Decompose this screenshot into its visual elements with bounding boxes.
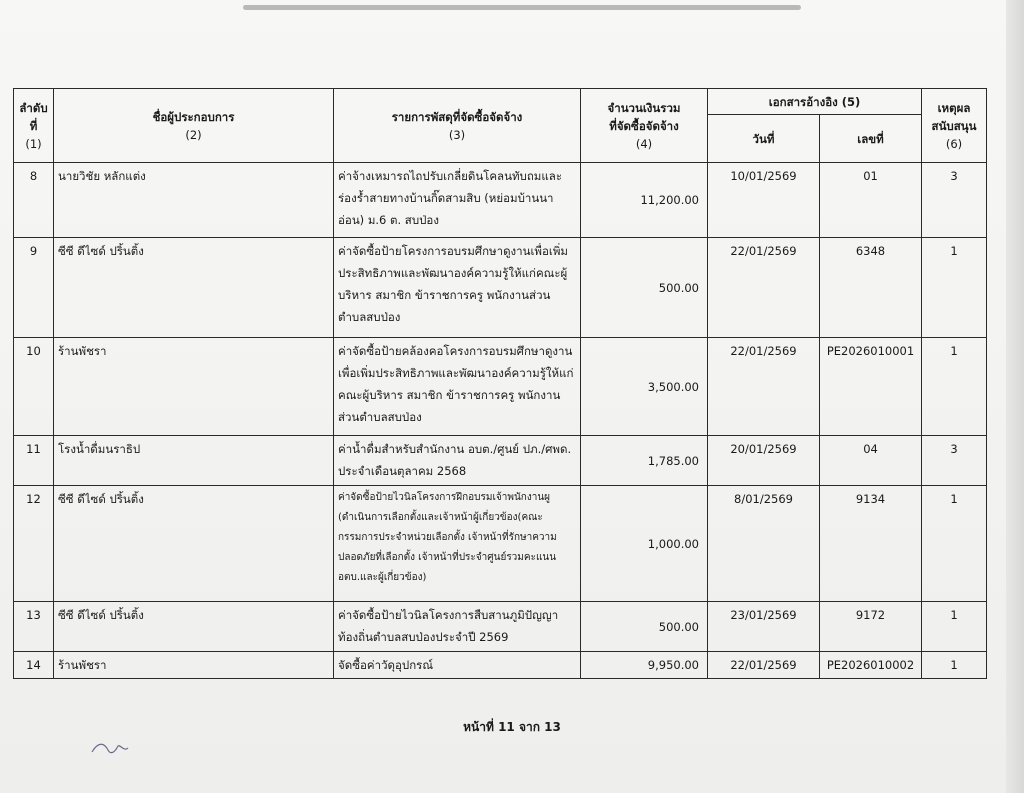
header-reason — [922, 89, 987, 163]
row-item: ค่าจ้างเหมารถไถปรับเกลี่ยดินโคลนทับถมและร่องร้ำสายทางบ้านกิ๊ดสามสิบ (หย่อมบ้านนาอ่อน) ม.6 ต. สบป่อง — [334, 163, 581, 238]
row-ref: PE2026010001 — [820, 338, 922, 436]
header-item — [334, 89, 581, 163]
row-item: ค่าจัดซื้อป้ายไวนิลโครงการสืบสานภูมิปัญญาท้องถิ่นตำบลสบป่องประจำปี 2569 — [334, 602, 581, 652]
row-reason: 1 — [922, 238, 987, 338]
row-seq: 12 — [14, 486, 54, 602]
procurement-table — [13, 88, 987, 679]
row-item: ค่าจัดซื้อป้ายไวนิลโครงการฝึกอบรมเจ้าพนักงานผู (ดำเนินการเลือกตั้งและเจ้าหน้าผู้เกี่ยวข้อง(คณะกรรมการประจำหน่วยเลือกตั้ง เจ้าหน้าที่รักษาความปลอดภัยที่เลือกตั้ง เจ้าหน้าที่ประจำศูนย์รวมคะแนน อตบ.และผู้เกี่ยวข้อง) — [334, 486, 581, 602]
table-row — [14, 338, 987, 436]
header-amount-num: (4) — [635, 136, 653, 151]
header-vendor — [54, 89, 334, 163]
row-vendor: ร้านพัชรา — [54, 338, 334, 436]
row-vendor: ซีซี ดีไซด์ ปริ้นติ้ง — [54, 238, 334, 338]
table-header — [14, 89, 987, 163]
row-ref: 9134 — [820, 486, 922, 602]
row-date: 22/01/2569 — [708, 238, 820, 338]
row-seq: 13 — [14, 602, 54, 652]
table-row — [14, 163, 987, 238]
row-date: 22/01/2569 — [708, 338, 820, 436]
row-reason: 3 — [922, 436, 987, 486]
row-vendor: นายวิชัย หลักแต่ง — [54, 163, 334, 238]
header-reason-num: (6) — [945, 136, 963, 151]
row-reason: 1 — [922, 338, 987, 436]
row-seq: 14 — [14, 652, 54, 679]
row-seq: 11 — [14, 436, 54, 486]
header-seq — [14, 89, 54, 163]
row-amount: 1,000.00 — [581, 486, 708, 602]
header-vendor-num: (2) — [185, 127, 202, 142]
page-number: หน้าที่ 11 จาก 13 — [463, 720, 561, 734]
header-date: วันที่ — [708, 115, 820, 163]
row-amount: 9,950.00 — [581, 652, 708, 679]
header-reference: เอกสารอ้างอิง (5) — [708, 89, 922, 115]
row-date: 22/01/2569 — [708, 652, 820, 679]
header-ref-no: เลขที่ — [820, 115, 922, 163]
header-item-title: รายการพัสดุที่จัดซื้อจัดจ้าง — [391, 109, 523, 124]
row-vendor: ร้านพัชรา — [54, 652, 334, 679]
page-edge — [1006, 0, 1024, 793]
header-amount — [581, 89, 708, 163]
signature-mark — [90, 738, 140, 758]
header-seq-title: ลำดับที่ — [19, 100, 48, 133]
row-seq: 8 — [14, 163, 54, 238]
table-body — [14, 163, 987, 679]
row-seq: 10 — [14, 338, 54, 436]
row-item: ค่าจัดซื้อป้ายคล้องคอโครงการอบรมศึกษาดูงานเพื่อเพิ่มประสิทธิภาพและพัฒนาองค์ความรู้ให้แก่คณะผู้บริหาร สมาชิก ข้าราชการครู พนักงานส่วนตำบลสบป่อง — [334, 338, 581, 436]
row-reason: 3 — [922, 163, 987, 238]
binding-strip — [243, 5, 801, 10]
row-ref: PE2026010002 — [820, 652, 922, 679]
row-amount: 500.00 — [581, 602, 708, 652]
row-vendor: ซีซี ดีไซด์ ปริ้นติ้ง — [54, 602, 334, 652]
row-date: 23/01/2569 — [708, 602, 820, 652]
row-item: ค่าจัดซื้อป้ายโครงการอบรมศึกษาดูงานเพื่อเพิ่มประสิทธิภาพและพัฒนาองค์ความรู้ให้แก่คณะผู้บริหาร สมาชิก ข้าราชการครู พนักงานส่วนตำบลสบป่อง — [334, 238, 581, 338]
row-ref: 9172 — [820, 602, 922, 652]
header-vendor-title: ชื่อผู้ประกอบการ — [152, 109, 235, 124]
header-reason-title: เหตุผลสนับสนุน — [931, 100, 977, 133]
table-row — [14, 436, 987, 486]
row-item: ค่าน้ำดื่มสำหรับสำนักงาน อบต./ศูนย์ ปภ./ศพด. ประจำเดือนตุลาคม 2568 — [334, 436, 581, 486]
table-row — [14, 486, 987, 602]
row-ref: 04 — [820, 436, 922, 486]
row-seq: 9 — [14, 238, 54, 338]
table-row — [14, 602, 987, 652]
row-reason: 1 — [922, 602, 987, 652]
row-date: 10/01/2569 — [708, 163, 820, 238]
row-amount: 500.00 — [581, 238, 708, 338]
row-vendor: โรงน้ำดื่มนราธิป — [54, 436, 334, 486]
row-vendor: ซีซี ดีไซด์ ปริ้นติ้ง — [54, 486, 334, 602]
row-amount: 3,500.00 — [581, 338, 708, 436]
row-item: จัดซื้อค่าวัดุอุปกรณ์ — [334, 652, 581, 679]
table-row — [14, 652, 987, 679]
table-row — [14, 238, 987, 338]
row-date: 20/01/2569 — [708, 436, 820, 486]
row-amount: 1,785.00 — [581, 436, 708, 486]
header-amount-title-1: จำนวนเงินรวม — [607, 100, 681, 115]
row-reason: 1 — [922, 486, 987, 602]
header-seq-num: (1) — [25, 136, 42, 151]
row-reason: 1 — [922, 652, 987, 679]
row-ref: 01 — [820, 163, 922, 238]
row-amount: 11,200.00 — [581, 163, 708, 238]
header-item-num: (3) — [448, 127, 466, 142]
row-ref: 6348 — [820, 238, 922, 338]
header-amount-title-2: ที่จัดซื้อจัดจ้าง — [609, 118, 679, 133]
row-date: 8/01/2569 — [708, 486, 820, 602]
